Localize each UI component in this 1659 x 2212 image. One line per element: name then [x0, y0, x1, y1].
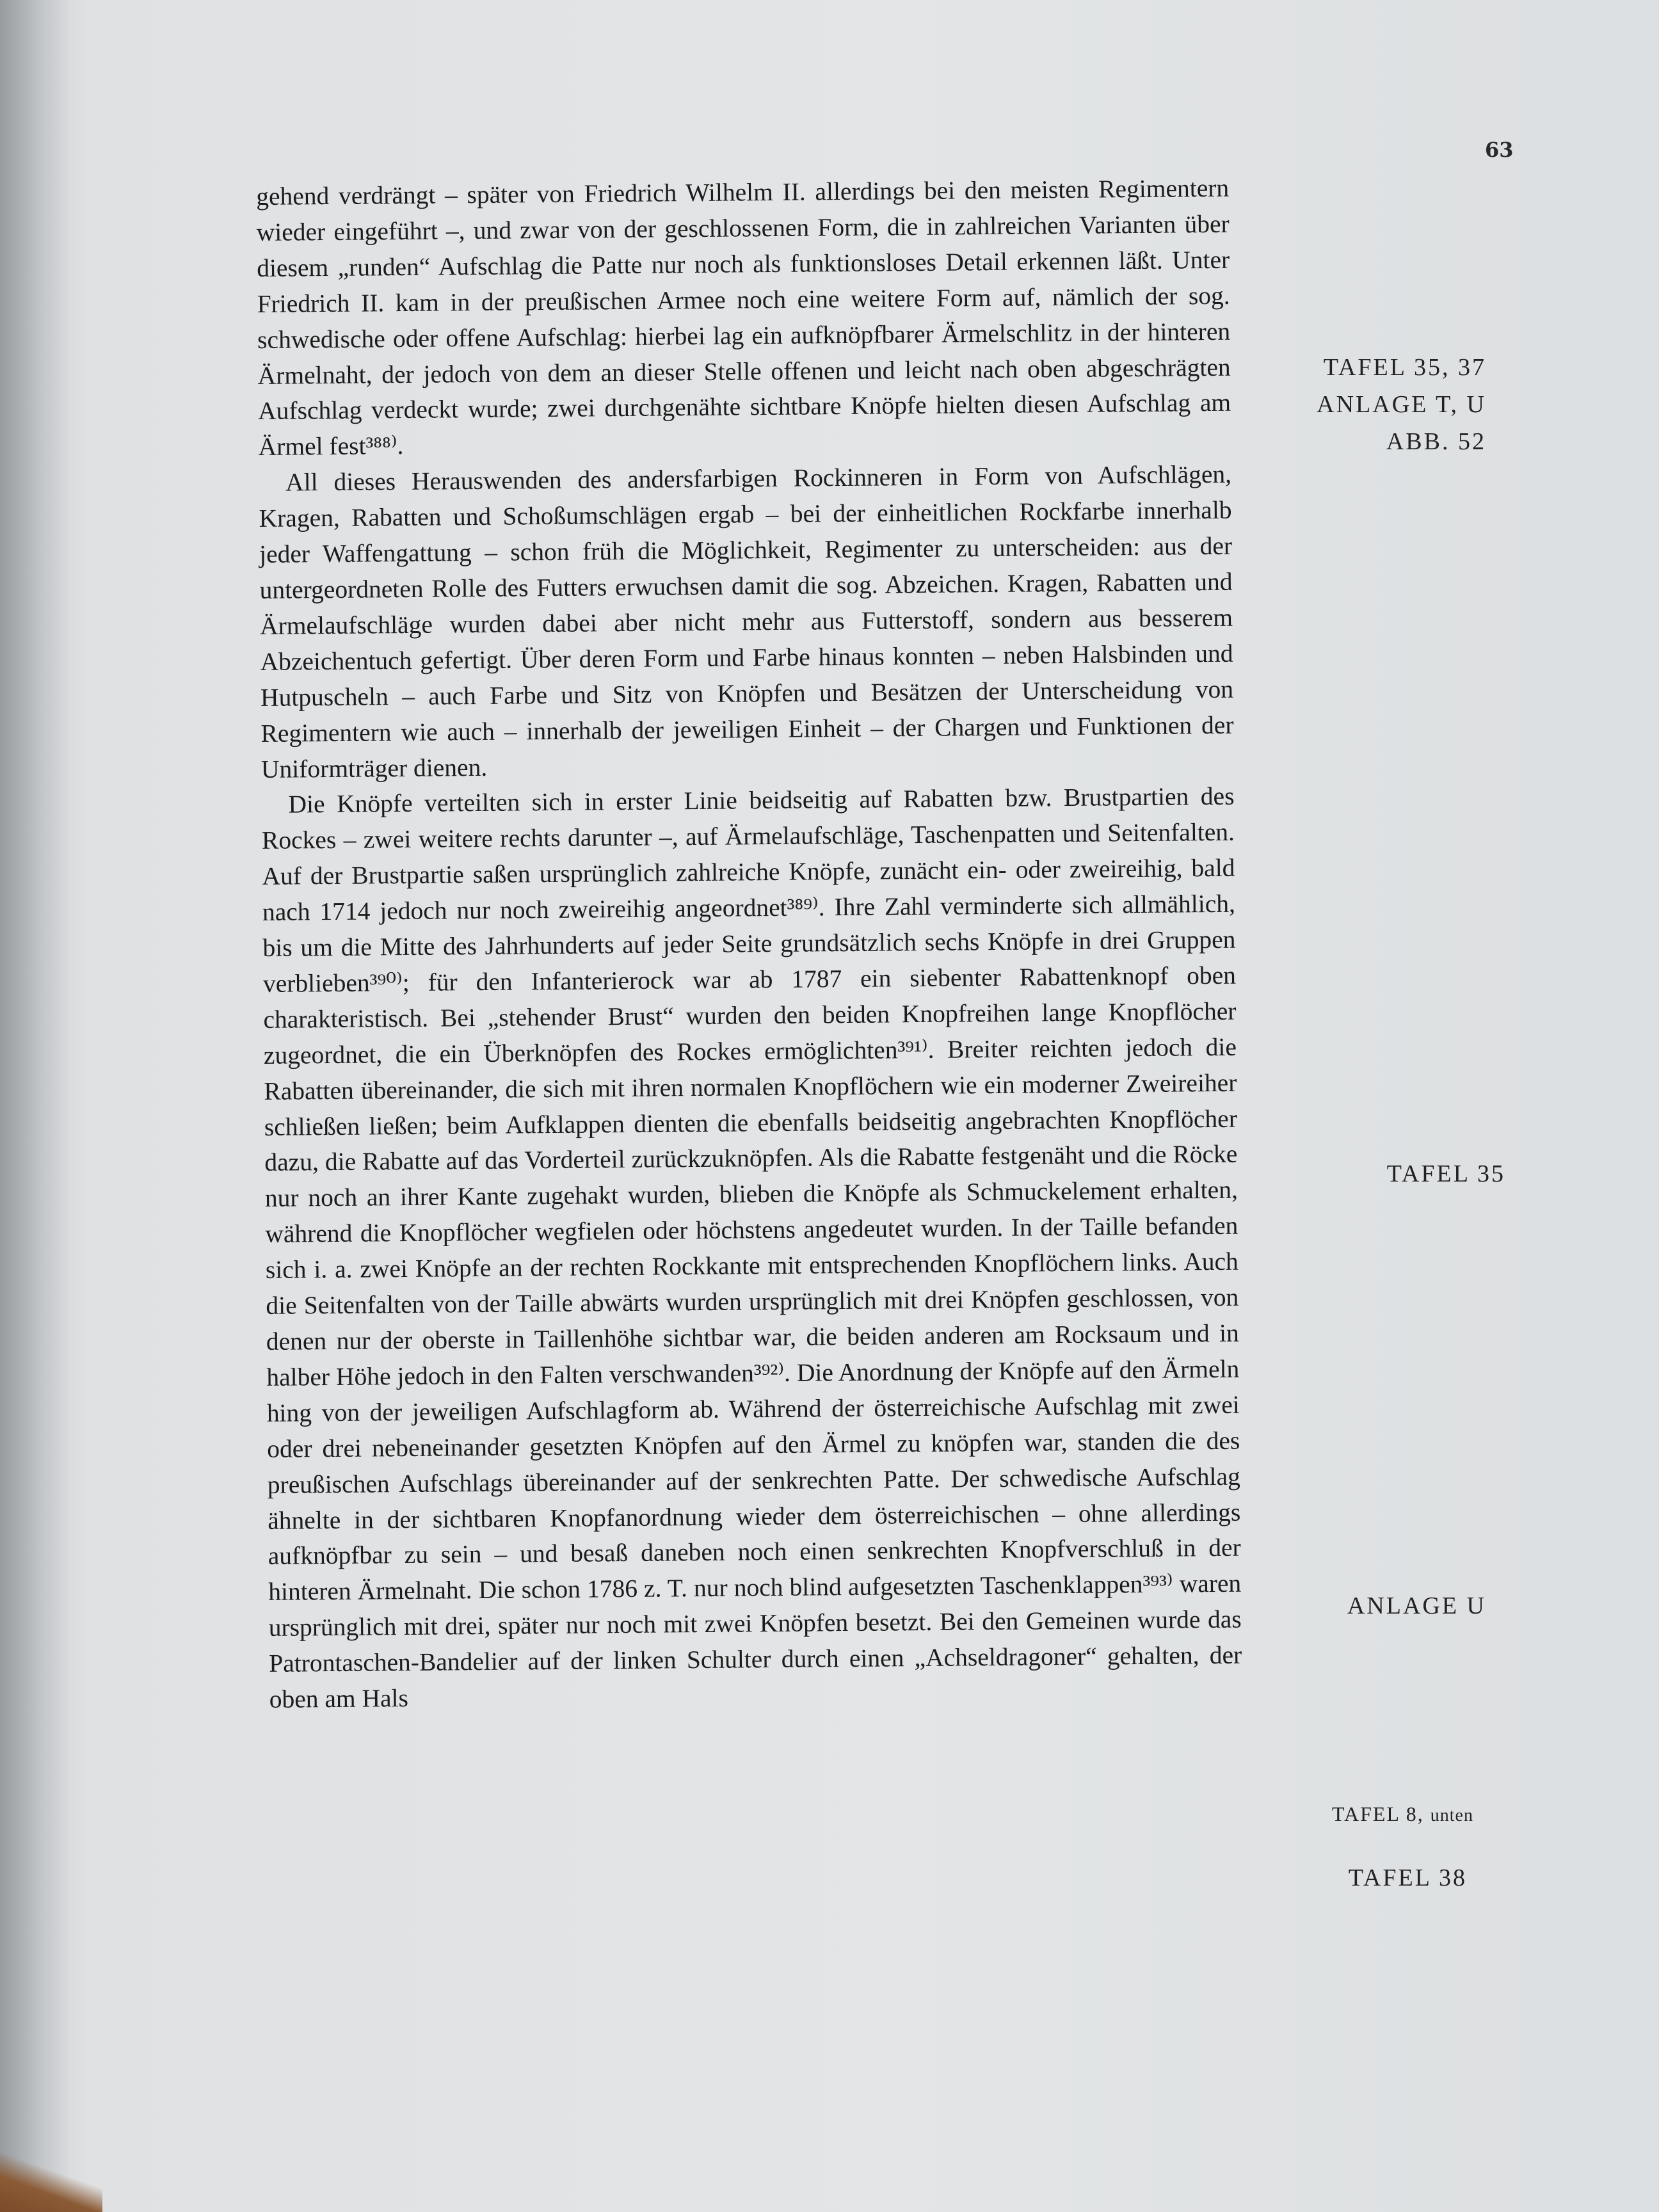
margin-note-small: unten [1430, 1806, 1473, 1825]
paragraph-3: Die Knöpfe verteilten sich in erster Linie beidseitig auf Rabatten bzw. Brustpartien des Rockes – zwei weitere rechts darunter –, auf Ärmelaufschläge, Taschenpatten und Seitenfalten. Auf der Brustpartie saßen ursprünglich zahlreiche Knöpfe, zunächt ein- oder zweireihig, bald nach 1714 jedoch nur noch zweireihig angeordnet³⁸⁹⁾. Ihre Zahl verminderte sich allmählich, bis um die Mitte des Jahrhunderts auf jeder Seite grundsätzlich sechs Knöpfe in drei Gruppen verblieben³⁹⁰⁾; für den Infanterierock war ab 1787 ein siebenter Rabattenknopf oben charakteristisch. Bei „stehender Brust“ wurden den beiden Knopfreihen lange Knopflöcher zugeordnet, die ein Überknöpfen des Rockes ermöglichten³⁹¹⁾. Breiter reichten jedoch die Rabatten übereinander, die sich mit ihren normalen Knopflöchern wie ein moderner Zweireiher schließen ließen; beim Aufklappen dienten die ebenfalls beidseitig angebrachten Knopflöcher dazu, die Rabatte auf das Vorderteil zurückzuknöpfen. Als die Rabatte festgenäht und die Röcke nur noch an ihrer Kante zugehakt wurden, blieben die Knöpfe als Schmuckelement erhalten, während die Knopflöcher wegfielen oder höchstens angedeutet wurden. In der Taille befanden sich i. a. zwei Knöpfe an der rechten Rockkante mit entsprechenden Knopflöchern links. Auch die Seitenfalten von der Taille abwärts wurden ursprünglich mit drei Knöpfen geschlossen, von denen nur der oberste in Taillenhöhe sichtbar war, die beiden anderen am Rocksaum und in halber Höhe jedoch in den Falten verschwanden³⁹²⁾. Die Anordnung der Knöpfe auf den Ärmeln hing von der jeweiligen Aufschlagform ab. Während der österreichische Aufschlag mit zwei oder drei nebeneinander gesetzten Knöpfen auf den Ärmel zu knöpfen war, standen die des preußischen Aufschlags übereinander auf der senkrechten Patte. Der schwedische Aufschlag ähnelte in der sichtbaren Knopfanordnung wieder dem österreichischen – ohne allerdings aufknöpfbar zu sein – und besaß daneben noch einen senkrechten Knopfverschluß in der hinteren Ärmelnaht. Die schon 1786 z. T. nur noch blind aufgesetzten Taschenklappen³⁹³⁾ waren ursprünglich mit drei, später nur noch mit zwei Knöpfen besetzt. Bei den Gemeinen wurde das Patrontaschen-Bandelier auf der linken Schulter durch einen „Achseldragoner“ gehalten, der oben am Hals [261, 782, 1242, 1713]
body-text [256, 171, 1242, 1718]
margin-note-line: ANLAGE U [1347, 1592, 1486, 1619]
margin-note-line: TAFEL 35, 37 [1323, 354, 1486, 381]
page-corner-background [0, 2148, 102, 2212]
margin-note-line: TAFEL 35 [1386, 1160, 1505, 1187]
margin-note-line: ABB. 52 [1386, 428, 1486, 455]
margin-note-line: TAFEL 38 [1348, 1864, 1467, 1891]
margin-note-tafel-35-37 [1317, 349, 1486, 460]
margin-note-line [1332, 1795, 1473, 1834]
margin-note-tafel-38 [1349, 1859, 1467, 1896]
margin-note-anlage-u [1347, 1587, 1486, 1624]
margin-note-tafel-35 [1387, 1155, 1505, 1192]
margin-note-main: TAFEL 8, [1331, 1802, 1424, 1825]
margin-note-tafel-8 [1332, 1795, 1473, 1834]
page-number: 63 [1485, 138, 1514, 162]
paragraph-2: All dieses Herauswenden des andersfarbigen Rockinneren in Form von Aufschlägen, Kragen, Rabatten und Schoßumschlägen ergab – bei der einheitlichen Rockfarbe innerhalb jeder Waffengattung – schon früh die Möglichkeit, Regimenter zu unterscheiden: aus der untergeordneten Rolle des Futters erwuchsen damit die sog. Abzeichen. Kragen, Rabatten und Ärmelaufschläge wurden dabei aber nicht mehr aus Futterstoff, sondern aus besserem Abzeichentuch gefertigt. Über deren Form und Farbe hinaus konnten – neben Halsbinden und Hutpuscheln – auch Farbe und Sitz von Knöpfen und Besätzen der Unterscheidung von Regimentern wie auch – innerhalb der jeweiligen Einheit – der Chargen und Funktionen der Uniformträger dienen. [259, 460, 1234, 783]
margin-note-line: ANLAGE T, U [1317, 391, 1486, 418]
page-gutter-shadow [0, 0, 70, 2212]
paragraph-1: gehend verdrängt – später von Friedrich Wilhelm II. allerdings bei den meisten Regimentern wieder eingeführt –, und zwar von der geschlossenen Form, die in zahlreichen Varianten über diesem „runden“ Aufschlag die Patte nur noch als funktionsloses Detail erkennen läßt. Unter Friedrich II. kam in der preußischen Armee noch eine weitere Form auf, nämlich der sog. schwedische oder offene Aufschlag: hierbei lag ein aufknöpfbarer Ärmelschlitz in der hinteren Ärmelnaht, der jedoch von dem an dieser Stelle offenen und leicht nach oben abgeschrägten Aufschlag verdeckt wurde; zwei durchgenähte sichtbare Knöpfe hielten diesen Aufschlag am Ärmel fest³⁸⁸⁾. [256, 173, 1231, 461]
